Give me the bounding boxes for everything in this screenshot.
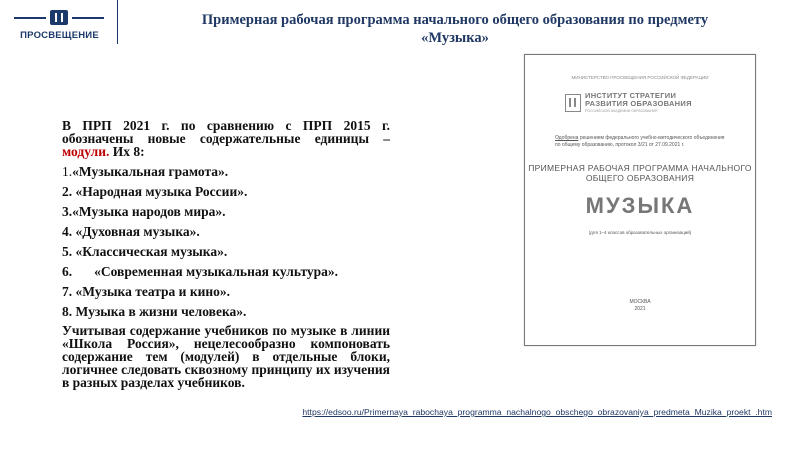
list-item	[62, 284, 390, 300]
cover-year: 2021	[634, 306, 646, 312]
approval-word: Одобрена	[555, 135, 579, 141]
list-item	[62, 244, 390, 260]
logo-line-left	[14, 17, 46, 19]
logo-text: ПРОСВЕЩЕНИЕ	[20, 30, 99, 41]
conclusion-paragraph: Учитывая содержание учебников по музыке в линии «Школа Россия», нецелесообразно компоновать содержание тем (модулей) в отдельные блоки, логичнее следовать сквозному принципу их изучения в разных разделах учебников.	[62, 323, 390, 390]
item-text: «Музыка народов мира».	[72, 204, 226, 219]
item-number: 5.	[62, 244, 73, 259]
title-line-1: Примерная рабочая программа начального общего образования по предмету	[201, 12, 709, 28]
item-number: 4.	[62, 224, 73, 239]
cover-city: МОСКВА	[629, 299, 651, 305]
program-cover-image	[524, 54, 756, 346]
list-item	[62, 264, 390, 280]
item-number: 6.	[62, 264, 73, 279]
item-text: «Классическая музыка».	[72, 244, 228, 259]
approval-details: решением федерального учебно-методического объединения по общему образованию, протокол 3/21 от 27.09.2021 г.	[555, 135, 725, 148]
title-line-2: «Музыка»	[421, 30, 489, 46]
item-number: 2.	[62, 184, 73, 199]
book-icon	[50, 10, 68, 25]
logo-line-right	[72, 17, 104, 19]
cover-imprint	[525, 299, 755, 313]
cover-subject: МУЗЫКА	[585, 193, 695, 218]
slide-content	[62, 119, 390, 389]
item-text: «Духовная музыка».	[72, 224, 200, 239]
item-number: 8.	[62, 304, 73, 319]
cover-ministry: МИНИСТЕРСТВО ПРОСВЕЩЕНИЯ РОССИЙСКОЙ ФЕДЕРАЦИИ	[571, 75, 709, 80]
publisher-logo	[12, 10, 107, 44]
modules-list	[62, 164, 390, 320]
institute-logo-icon	[565, 94, 581, 112]
cover-grades: (для 1–4 классов образовательных организаций)	[588, 230, 692, 235]
item-text: «Современная музыкальная культура».	[94, 264, 339, 279]
slide-title	[130, 11, 780, 47]
intro-text: В ПРП 2021 г. по сравнению с ПРП 2015 г. обозначены новые содержательные единицы –	[62, 118, 390, 146]
item-text: «Музыкальная грамота».	[72, 164, 229, 179]
item-number: 1.	[62, 164, 73, 179]
modules-highlight: модули.	[62, 144, 110, 159]
cover-program-title: ПРИМЕРНАЯ РАБОЧАЯ ПРОГРАММА НАЧАЛЬНОГО ОБЩЕГО ОБРАЗОВАНИЯ	[528, 163, 752, 183]
item-number: 3.	[62, 204, 73, 219]
list-item	[62, 164, 390, 180]
item-number: 7.	[62, 284, 73, 299]
list-item	[62, 204, 390, 220]
list-item	[62, 184, 390, 200]
item-text: «Музыка театра и кино».	[72, 284, 231, 299]
list-item	[62, 304, 390, 320]
cover-approval-note	[555, 135, 730, 148]
cover-institute-block	[565, 92, 715, 114]
item-text: Музыка в жизни человека».	[72, 304, 247, 319]
cover-institute: ИНСТИТУТ СТРАТЕГИИ РАЗВИТИЯ ОБРАЗОВАНИЯ	[585, 91, 692, 108]
intro-paragraph	[62, 119, 390, 158]
header-divider	[117, 0, 118, 44]
source-link[interactable]: https://edsoo.ru/Primernaya_rabochaya_programma_nachalnogo_obschego_obrazovaniya_predmeta_Muzika_proekt_.htm	[302, 407, 772, 417]
cover-academy: РОССИЙСКОЙ АКАДЕМИИ ОБРАЗОВАНИЯ	[585, 109, 658, 113]
item-text: «Народная музыка России».	[72, 184, 248, 199]
list-item	[62, 224, 390, 240]
intro-count: Их 8:	[109, 144, 145, 159]
